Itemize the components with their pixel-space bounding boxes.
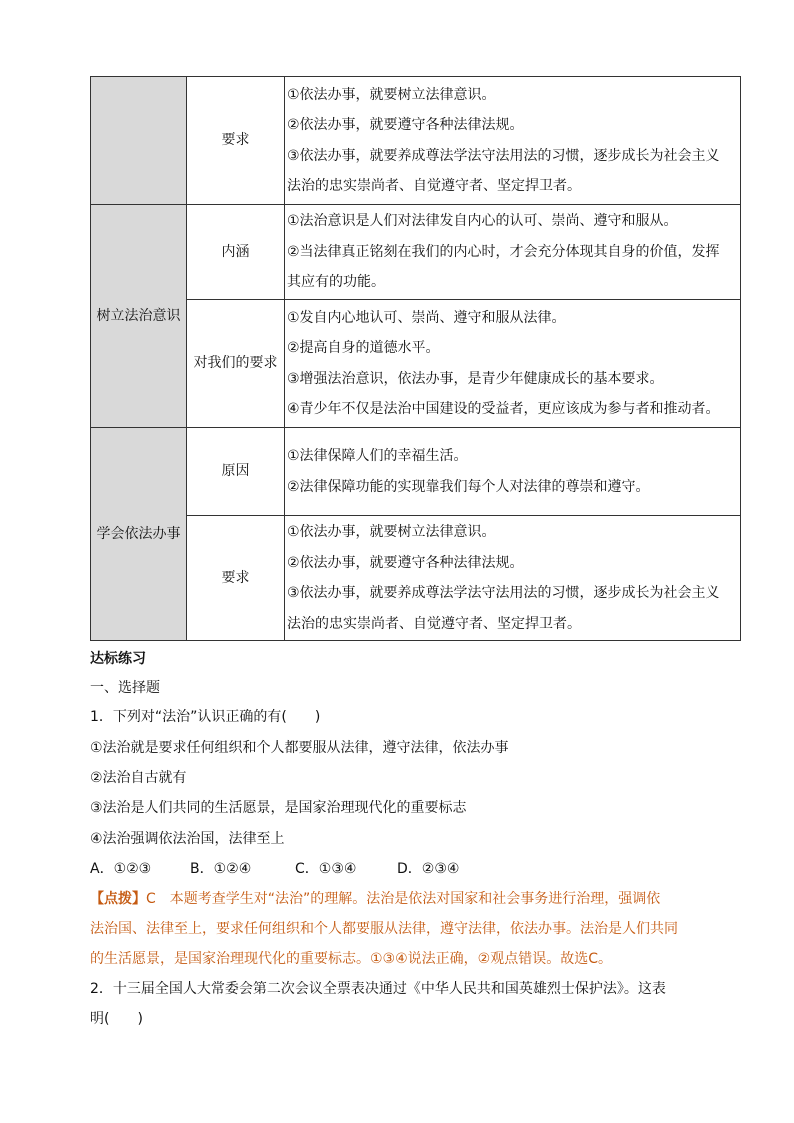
content-line: ③依法办事，就要养成尊法学法守法用法的习惯，逐步成长为社会主义: [287, 147, 720, 164]
question-stem: 2．十三届全国人大常委会第二次会议全票表决通过《中华人民共和国英雄烈士保护法》。这表: [90, 981, 666, 997]
option-b: B．①②④: [190, 861, 252, 877]
category-cell: 学会依法办事: [91, 428, 187, 641]
subcategory-cell: 要求: [187, 516, 285, 641]
content-cell: [285, 428, 741, 516]
content-cell: [285, 300, 741, 428]
content-cell: [285, 516, 741, 641]
hint-text: C 本题考查学生对“法治”的理解。法治是依法对国家和社会事务进行治理，强调依: [146, 891, 661, 907]
content-cell: [285, 77, 741, 205]
content-line: ③增强法治意识，依法办事，是青少年健康成长的基本要求。: [287, 370, 664, 387]
category-cell-empty: [91, 77, 187, 205]
statement-item: ①法治就是要求任何组织和个人都要服从法律，遵守法律，依法办事: [90, 740, 509, 756]
content-line: 法治的忠实崇尚者、自觉遵守者、坚定捍卫者。: [287, 178, 581, 194]
content-cell: [285, 205, 741, 300]
subcategory-cell: 对我们的要求: [187, 300, 285, 428]
content-line: ④青少年不仅是法治中国建设的受益者，更应该成为参与者和推动者。: [287, 401, 720, 417]
option-d: D．②③④: [397, 861, 460, 877]
subcategory-cell: 内涵: [187, 205, 285, 300]
content-line: ①依法办事，就要树立法律意识。: [287, 86, 496, 103]
hint-line: 法治国、法律至上，要求任何组织和个人都要服从法律，遵守法律，依法办事。法治是人们共同: [90, 921, 678, 937]
content-line: ②法律保障功能的实现靠我们每个人对法律的尊崇和遵守。: [287, 478, 650, 495]
statement-item: ③法治是人们共同的生活愿景，是国家治理现代化的重要标志: [90, 800, 467, 816]
hint-line: 的生活愿景，是国家治理现代化的重要标志。①③④说法正确，②观点错误。故选C。: [90, 951, 612, 967]
content-line: ②当法律真正铭刻在我们的内心时，才会充分体现其自身的价值，发挥: [287, 243, 720, 260]
hint-label: 【点拨】: [90, 891, 146, 907]
content-line: ②依法办事，就要遵守各种法律法规。: [287, 554, 524, 571]
knowledge-table: [90, 76, 741, 641]
subcategory-cell: 要求: [187, 77, 285, 205]
content-line: ②提高自身的道德水平。: [287, 340, 440, 356]
section-title: 一、选择题: [90, 680, 160, 696]
content-line: ①法治意识是人们对法律发自内心的认可、崇尚、遵守和服从。: [287, 213, 678, 230]
content-line: 其应有的功能。: [287, 274, 385, 291]
subcategory-cell: 原因: [187, 428, 285, 516]
content-line: ①法律保障人们的幸福生活。: [287, 448, 468, 464]
content-line: 法治的忠实崇尚者、自觉遵守者、坚定捍卫者。: [287, 615, 581, 632]
hint-line: [90, 888, 660, 908]
content-line: ①依法办事，就要树立法律意识。: [287, 524, 496, 540]
question-stem-cont: 明( ): [90, 1011, 143, 1027]
exercise-heading: 达标练习: [90, 651, 146, 667]
category-cell: 树立法治意识: [91, 205, 187, 428]
content-line: ③依法办事，就要养成尊法学法守法用法的习惯，逐步成长为社会主义: [287, 585, 720, 601]
option-c: C．①③④: [295, 861, 357, 877]
statement-item: ④法治强调依法治国，法律至上: [90, 831, 285, 847]
content-line: ①发自内心地认可、崇尚、遵守和服从法律。: [287, 309, 566, 326]
content-line: ②依法办事，就要遵守各种法律法规。: [287, 117, 524, 133]
question-stem: 1．下列对“法治”认识正确的有( ): [90, 709, 321, 725]
option-a: A．①②③: [90, 861, 152, 877]
statement-item: ②法治自古就有: [90, 770, 187, 786]
